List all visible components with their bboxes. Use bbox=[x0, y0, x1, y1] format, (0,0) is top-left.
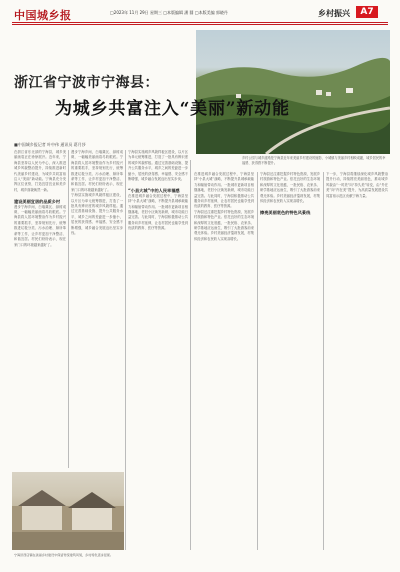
column-2 bbox=[71, 150, 123, 237]
column-text: 漫步宁海乡间，白墙黛瓦、绿树成荫，一幅幅美丽画卷尽收眼底。宁海县将人居环境整治作为乡村振兴的重要抓手，坚持规划先行，统筹推进垃圾分类、污水治理、厕所革命等工作，让乡村更加干净整洁、和谐宜居。村民们纷纷表示，现在家门口的环境越来越好了。 bbox=[14, 204, 66, 247]
column-6 bbox=[326, 172, 388, 199]
header-rule-thin bbox=[12, 24, 388, 25]
column-divider bbox=[190, 160, 191, 550]
column-5 bbox=[260, 172, 320, 216]
photo-caption: 乡村公园与城乡道路是宁海县近年来美丽乡村建设的缩影，小城镇与美丽乡村相映成趣，城乡居民的幸福感、获得感不断提升。 bbox=[242, 156, 386, 165]
column-text: 漫步宁海乡间，白墙黛瓦、绿树成荫，一幅幅美丽画卷尽收眼底。宁海县将人居环境整治作为乡村振兴的重要抓手，坚持规划先行，统筹推进垃圾分类、污水治理、厕所革命等工作，让乡村更加干净整洁、和谐宜居。村民们纷纷表示，现在家门口的环境越来越好了。 bbox=[71, 150, 123, 192]
byline: ■中国城乡报记者 叶中伟 通讯员 葛月莎 bbox=[14, 142, 86, 147]
subhead: “小县大城”中的人民幸福感 bbox=[128, 188, 180, 194]
column-3 bbox=[128, 150, 188, 232]
column-divider bbox=[257, 172, 258, 550]
column-text: 宁海县实施城乡风貌样板区建设，以片区为单元统筹推进，打造了一批具有辨识度的城乡风貌样板。通过完善基础设施、提升公共服务水平，城乡之间的差距进一步缩小，居民的获得感、幸福感、安全感不断增强，城乡融合发展迈出坚实步伐。 bbox=[71, 193, 123, 236]
main-photo bbox=[196, 30, 390, 154]
column-text: 在推进城乡融合发展过程中，宁海县坚持“小县大城”战略，不断提升县城承载能力和辐射带动作用。一批城市更新项目相继落地，老旧小区焕发新颜，城市功能日益完善。与此同时，宁海县积极推动公共服务向乡村延伸，让农村居民也能享受到优质的教育、医疗等资源。 bbox=[128, 193, 188, 231]
subhead: 建设美丽宜居的品质乡村 bbox=[14, 199, 61, 205]
secondary-photo bbox=[12, 472, 124, 550]
column-divider bbox=[125, 150, 126, 550]
column-text: 下一步，宁海县将继续深化城乡风貌整治提升行动，持续擦亮美丽底色，推动城乡风貌由“一时美”向“持久美”转变，由“外在美”向“内在美”提升，为高质量发展建设共同富裕示范区贡献宁海力量。 bbox=[326, 172, 388, 198]
column-text: 宁海县实施城乡风貌样板区建设，以片区为单元统筹推进，打造了一批具有辨识度的城乡风貌样板。通过完善基础设施、提升公共服务水平，城乡之间的差距进一步缩小，居民的获得感、幸福感、安全感不断增强，城乡融合发展迈出坚实步伐。 bbox=[128, 150, 188, 182]
newspaper-logo: 中国城乡报 bbox=[14, 9, 72, 22]
column-text: 宁海县还注重挖掘乡村特色资源，发展乡村旅游和特色产业。依托良好的生态环境和深厚的文化底蕴，一批民宿、农家乐、研学基地应运而生，吸引了大批游客前来观光体验。乡村美丽经济蓬勃发展，村集体经济和农民收入实现双增长。 bbox=[194, 209, 254, 241]
headline: 为城乡共富注入“美丽”新动能 bbox=[55, 99, 290, 119]
section-title: 乡村振兴 bbox=[318, 8, 350, 18]
column-text: 宁海县还注重挖掘乡村特色资源，发展乡村旅游和特色产业。依托良好的生态环境和深厚的文化底蕴，一批民宿、农家乐、研学基地应运而生，吸引了大批游客前来观光体验。乡村美丽经济蓬勃发展，村集体经济和农民收入实现双增长。 bbox=[260, 172, 320, 204]
column-1 bbox=[14, 150, 66, 248]
dateline: □2023年 11月 29日 星期三 □本版编辑 潘 圆 □本版美编 郭晓丹 bbox=[110, 10, 228, 15]
headline-kicker: 浙江省宁波市宁海县： bbox=[14, 75, 159, 91]
secondary-photo-caption: 宁海县西店镇在美丽乡村建设中保留传统建筑风貌，乡村特色逐步显现。 bbox=[14, 553, 113, 557]
subhead: 擦亮美丽底色的特色风景线 bbox=[260, 210, 311, 216]
column-text: 在推进城乡融合发展过程中，宁海县坚持“小县大城”战略，不断提升县城承载能力和辐射带动作用。一批城市更新项目相继落地，老旧小区焕发新颜，城市功能日益完善。与此同时，宁海县积极推动公共服务向乡村延伸，让农村居民也能享受到优质的教育、医疗等资源。 bbox=[194, 172, 254, 209]
header-rule bbox=[12, 22, 388, 23]
column-4 bbox=[194, 172, 254, 242]
page-number: A7 bbox=[356, 6, 378, 18]
column-text: 在浙江省东北部的宁海县，城乡美丽画卷正在徐徐展开。近年来，宁海县坚持以人民为中心，深入推进城乡风貌整治提升，持续推进新时代美丽乡村建设，为城乡共同富裕注入“美丽”新动能。宁海县充分发挥区位优势，打造宜居宜业和美乡村，城乡面貌焕然一新。 bbox=[14, 150, 66, 192]
column-divider bbox=[68, 150, 69, 468]
column-divider bbox=[323, 172, 324, 550]
